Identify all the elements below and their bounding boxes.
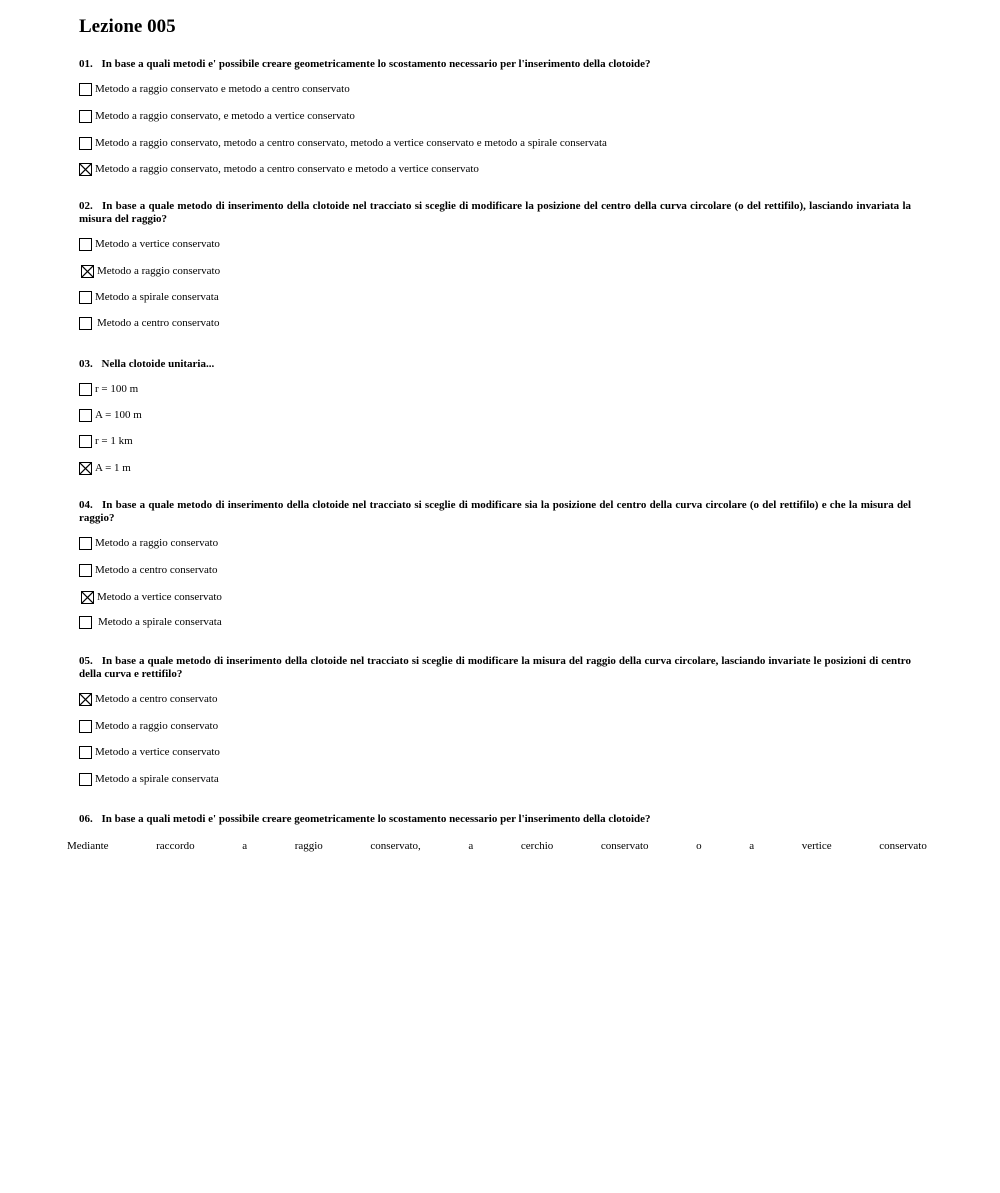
question-text: In base a quale metodo di inserimento della clotoide nel tracciato si sceglie di modificare la misura del raggio della curva circolare, lasciando invariate le posizioni di centro della curva e rettifilo?: [79, 655, 911, 680]
check-x-icon: [80, 694, 91, 705]
option-q01-c[interactable]: [79, 137, 607, 150]
answer-word: conservato: [879, 840, 927, 852]
answer-word: raccordo: [156, 840, 195, 852]
question-text: In base a quale metodo di inserimento della clotoide nel tracciato si sceglie di modificare sia la posizione del centro della curva circolare (o del rettifilo) e che la misura del raggio?: [79, 499, 911, 524]
option-q01-d[interactable]: [79, 163, 479, 176]
question-number: 03.: [79, 358, 93, 370]
option-label: Metodo a centro conservato: [97, 317, 220, 329]
option-label: Metodo a vertice conservato: [95, 746, 220, 758]
check-x-icon: [82, 592, 93, 603]
option-label: Metodo a spirale conservata: [95, 291, 219, 303]
check-x-icon: [80, 463, 91, 474]
answer-word: a: [242, 840, 248, 852]
checkbox[interactable]: [79, 83, 92, 96]
question-06: [79, 813, 911, 826]
question-04: [79, 499, 911, 525]
question-text: In base a quale metodo di inserimento della clotoide nel tracciato si sceglie di modificare la posizione del centro della curva circolare (o del rettifilo), lasciando invariata la misura del raggio?: [79, 200, 912, 225]
checkbox[interactable]: [79, 616, 92, 629]
option-label: A = 1 m: [95, 462, 131, 474]
question-text: Nella clotoide unitaria...: [101, 358, 215, 370]
option-label: A = 100 m: [95, 409, 142, 421]
checkbox[interactable]: [79, 435, 92, 448]
checkbox[interactable]: [79, 773, 92, 786]
answer-word: Mediante: [67, 840, 109, 852]
answer-word: a: [468, 840, 474, 852]
option-label: Metodo a spirale conservata: [98, 616, 222, 628]
option-q01-b[interactable]: [79, 110, 355, 123]
answer-word: conservato,: [370, 840, 421, 852]
option-q01-a[interactable]: [79, 83, 350, 96]
checkbox[interactable]: [79, 163, 92, 176]
option-q05-c[interactable]: [79, 746, 220, 759]
option-label: r = 100 m: [95, 383, 139, 395]
question-number: 04.: [79, 499, 93, 511]
checkbox[interactable]: [79, 238, 92, 251]
option-q04-d[interactable]: [79, 616, 222, 629]
checkbox[interactable]: [79, 409, 92, 422]
question-number: 01.: [79, 58, 93, 70]
question-05: [79, 655, 911, 681]
option-label: Metodo a raggio conservato: [95, 537, 219, 549]
question-02: [79, 200, 911, 226]
option-q04-a[interactable]: [79, 537, 218, 550]
question-03: [79, 358, 911, 371]
answer-word: a: [749, 840, 755, 852]
option-q04-b[interactable]: [79, 564, 217, 577]
option-label: Metodo a raggio conservato, metodo a centro conservato e metodo a vertice conservato: [95, 163, 479, 175]
checkbox[interactable]: [79, 746, 92, 759]
checkbox[interactable]: [79, 720, 92, 733]
answer-word: raggio: [294, 840, 323, 852]
option-label: Metodo a centro conservato: [95, 693, 218, 705]
question-text: In base a quali metodi e' possibile creare geometricamente lo scostamento necessario per l'inserimento della clotoide?: [101, 813, 651, 825]
checkbox[interactable]: [79, 462, 92, 475]
checkbox[interactable]: [79, 383, 92, 396]
option-q05-d[interactable]: [79, 773, 219, 786]
answer-word: cerchio: [520, 840, 554, 852]
option-q03-a[interactable]: [79, 383, 138, 396]
page-title: Lezione 005: [79, 16, 176, 37]
option-label: Metodo a spirale conservata: [95, 773, 219, 785]
option-q03-b[interactable]: [79, 409, 142, 422]
option-q05-b[interactable]: [79, 720, 218, 733]
checkbox[interactable]: [79, 564, 92, 577]
option-label: Metodo a raggio conservato, e metodo a vertice conservato: [95, 110, 355, 122]
question-number: 02.: [79, 200, 93, 212]
check-x-icon: [80, 164, 91, 175]
option-label: Metodo a vertice conservato: [95, 238, 220, 250]
question-number: 05.: [79, 655, 93, 667]
checkbox[interactable]: [79, 291, 92, 304]
check-x-icon: [82, 266, 93, 277]
option-label: Metodo a raggio conservato: [97, 265, 221, 277]
answer-word: vertice: [801, 840, 832, 852]
option-q02-c[interactable]: [79, 291, 219, 304]
checkbox[interactable]: [79, 110, 92, 123]
checkbox[interactable]: [79, 137, 92, 150]
option-label: Metodo a centro conservato: [95, 564, 218, 576]
option-q04-c[interactable]: [81, 591, 222, 604]
option-q03-c[interactable]: [79, 435, 133, 448]
checkbox[interactable]: [79, 317, 92, 330]
answer-word: conservato: [600, 840, 649, 852]
option-q03-d[interactable]: [79, 462, 131, 475]
option-label: Metodo a vertice conservato: [97, 591, 222, 603]
checkbox[interactable]: [79, 537, 92, 550]
option-label: Metodo a raggio conservato, metodo a centro conservato, metodo a vertice conservato e metodo a spirale conservata: [95, 137, 607, 149]
option-q02-b[interactable]: [81, 265, 220, 278]
option-label: Metodo a raggio conservato e metodo a centro conservato: [95, 83, 350, 95]
question-text: In base a quali metodi e' possibile creare geometricamente lo scostamento necessario per l'inserimento della clotoide?: [101, 58, 651, 70]
option-q02-a[interactable]: [79, 238, 220, 251]
checkbox[interactable]: [79, 693, 92, 706]
checkbox[interactable]: [81, 265, 94, 278]
option-q02-d[interactable]: [79, 317, 219, 330]
option-q05-a[interactable]: [79, 693, 217, 706]
open-answer: [67, 840, 927, 852]
checkbox[interactable]: [81, 591, 94, 604]
answer-word: o: [696, 840, 702, 852]
question-number: 06.: [79, 813, 93, 825]
question-01: [79, 58, 911, 71]
option-label: r = 1 km: [95, 435, 133, 447]
option-label: Metodo a raggio conservato: [95, 720, 219, 732]
